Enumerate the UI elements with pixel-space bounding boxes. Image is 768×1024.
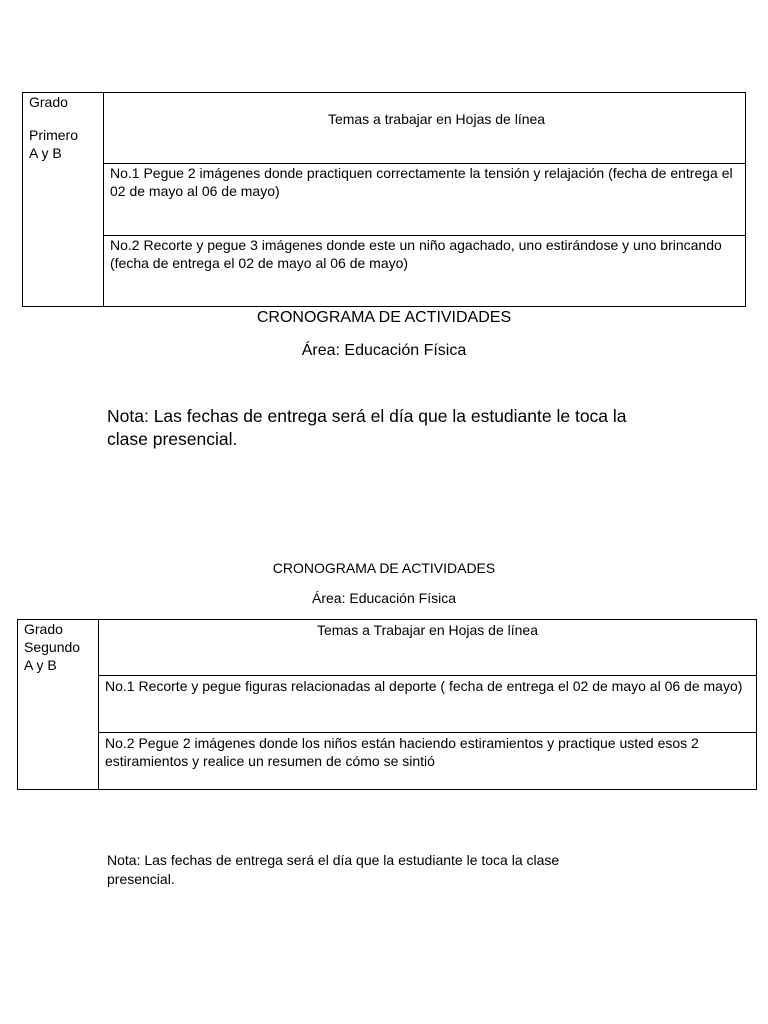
grade-label: Grado <box>24 621 63 637</box>
table-header-text: Temas a Trabajar en Hojas de línea <box>316 622 538 638</box>
grade-label: Grado <box>29 94 68 110</box>
table-row: No.2 Pegue 2 imágenes donde los niños están haciendo estiramientos y practique usted esos 2 estiramientos y realice un resumen de cómo se sintió <box>99 733 757 790</box>
table-header-text: Temas a trabajar en Hojas de línea <box>327 111 546 127</box>
area-subtitle: Área: Educación Física <box>301 342 467 359</box>
grade-section: A y B <box>29 145 62 161</box>
grade-cell <box>18 620 99 790</box>
grade-section: A y B <box>24 657 57 673</box>
table-row: No.2 Recorte y pegue 3 imágenes donde este un niño agachado, uno estirándose y uno brincando (fecha de entrega el 02 de mayo al 06 de mayo) <box>104 236 746 307</box>
grade-name: Primero <box>29 127 79 143</box>
delivery-note: Nota: Las fechas de entrega será el día que la estudiante le toca la clase presencial. <box>107 406 627 449</box>
activities-table-primero <box>22 92 746 307</box>
delivery-note: Nota: Las fechas de entrega será el día que la estudiante le toca la clase presencial. <box>107 852 560 887</box>
area-subtitle: Área: Educación Física <box>312 590 456 606</box>
schedule-title: CRONOGRAMA DE ACTIVIDADES <box>256 309 512 326</box>
table-row: No.1 Recorte y pegue figuras relacionadas al deporte ( fecha de entrega el 02 de mayo al 06 de mayo) <box>99 676 757 733</box>
table-row: No.1 Pegue 2 imágenes donde practiquen correctamente la tensión y relajación (fecha de entrega el 02 de mayo al 06 de mayo) <box>104 164 746 236</box>
grade-name: Segundo <box>24 639 81 655</box>
activities-table-segundo <box>17 619 757 790</box>
grade-cell <box>23 93 104 307</box>
schedule-title: CRONOGRAMA DE ACTIVIDADES <box>272 560 496 576</box>
table-header <box>104 93 746 164</box>
table-header <box>99 620 757 676</box>
